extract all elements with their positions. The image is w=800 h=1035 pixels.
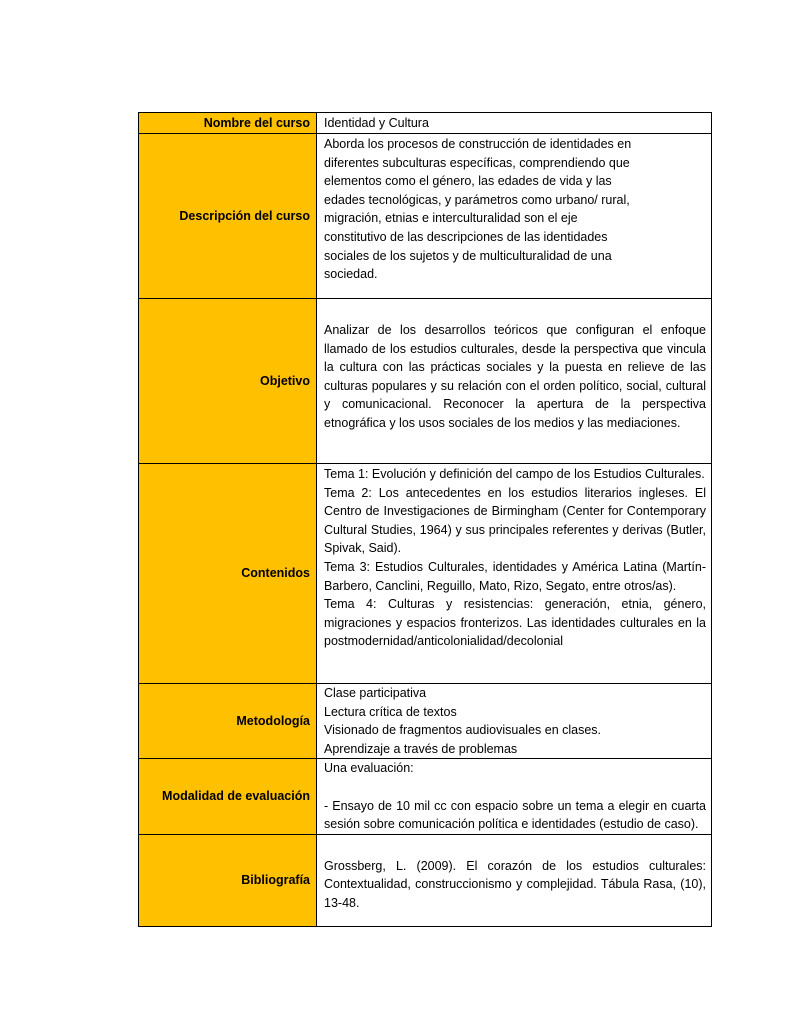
label-contenidos: Contenidos bbox=[139, 464, 317, 684]
contenido-tema: Tema 1: Evolución y definición del campo de los Estudios Culturales. bbox=[324, 467, 705, 481]
value-descripcion-curso bbox=[317, 134, 712, 299]
metodologia-item: Visionado de fragmentos audiovisuales en clases. bbox=[324, 723, 602, 738]
value-objetivo: Analizar de los desarrollos teóricos que configuran el enfoque llamado de los estudios culturales, desde la perspectiva que vincula la cultura con las prácticas sociales y la puesta en relieve de las culturas populares y su relación con el orden político, social, cultural y comunicacional. Reconocer la apertura de la perspectiva etnográfica y los usos sociales de los medios y las mediaciones. bbox=[317, 299, 712, 464]
value-contenidos bbox=[317, 464, 712, 684]
descripcion-line: edades tecnológicas, y parámetros como urbano/ rural, bbox=[324, 192, 630, 207]
metodologia-item: Aprendizaje a través de problemas bbox=[324, 741, 518, 756]
metodologia-item: Clase participativa bbox=[324, 686, 427, 700]
row-modalidad-evaluacion bbox=[139, 759, 712, 834]
descripcion-line: sociedad. bbox=[324, 267, 378, 282]
contenido-tema: Tema 2: Los antecedentes en los estudios literarios ingleses. El Centro de Investigaciones de Birmingham (Center for Contemporary Cultural Studies, 1964) y sus principales referentes y derivas (Butler, Spivak, Said). bbox=[324, 485, 706, 556]
value-modalidad-evaluacion bbox=[317, 759, 712, 834]
evaluacion-intro: Una evaluación: bbox=[324, 761, 414, 776]
label-objetivo: Objetivo bbox=[139, 299, 317, 464]
label-metodologia: Metodología bbox=[139, 684, 317, 759]
label-descripcion-curso: Descripción del curso bbox=[139, 134, 317, 299]
descripcion-line: sociales de los sujetos y de multiculturalidad de una bbox=[324, 248, 612, 263]
label-modalidad-evaluacion: Modalidad de evaluación bbox=[139, 759, 317, 834]
descripcion-line: constitutivo de las descripciones de las identidades bbox=[324, 229, 608, 244]
value-nombre-curso: Identidad y Cultura bbox=[317, 113, 712, 134]
descripcion-line: Aborda los procesos de construcción de identidades en bbox=[324, 137, 632, 151]
label-nombre-curso: Nombre del curso bbox=[139, 113, 317, 134]
contenido-tema: Tema 3: Estudios Culturales, identidades y América Latina (Martín-Barbero, Canclini, Reguillo, Mato, Rizo, Segato, entre otros/as). bbox=[324, 559, 706, 593]
descripcion-line: diferentes subculturas específicas, comprendiendo que bbox=[324, 155, 630, 170]
row-metodologia bbox=[139, 684, 712, 759]
contenido-tema: Tema 4: Culturas y resistencias: generación, etnia, género, migraciones y espacios fronterizos. Las identidades culturales en la postmodernidad/anticolonialidad/decolonial bbox=[324, 597, 706, 649]
value-metodologia bbox=[317, 684, 712, 759]
label-bibliografia: Bibliografía bbox=[139, 834, 317, 926]
row-descripcion-curso bbox=[139, 134, 712, 299]
descripcion-line: migración, etnias e interculturalidad son el eje bbox=[324, 211, 578, 226]
row-contenidos bbox=[139, 464, 712, 684]
row-objetivo bbox=[139, 299, 712, 464]
evaluacion-detalle: - Ensayo de 10 mil cc con espacio sobre un tema a elegir en cuarta sesión sobre comunicación política e identidades (estudio de caso). bbox=[324, 798, 706, 832]
metodologia-item: Lectura crítica de textos bbox=[324, 704, 457, 719]
descripcion-line: elementos como el género, las edades de vida y las bbox=[324, 174, 612, 189]
value-bibliografia: Grossberg, L. (2009). El corazón de los estudios culturales: Contextualidad, construccionismo y complejidad. Tábula Rasa, (10), 13-48. bbox=[317, 834, 712, 926]
course-syllabus-table bbox=[138, 112, 712, 927]
row-bibliografia bbox=[139, 834, 712, 926]
row-nombre-curso bbox=[139, 113, 712, 134]
